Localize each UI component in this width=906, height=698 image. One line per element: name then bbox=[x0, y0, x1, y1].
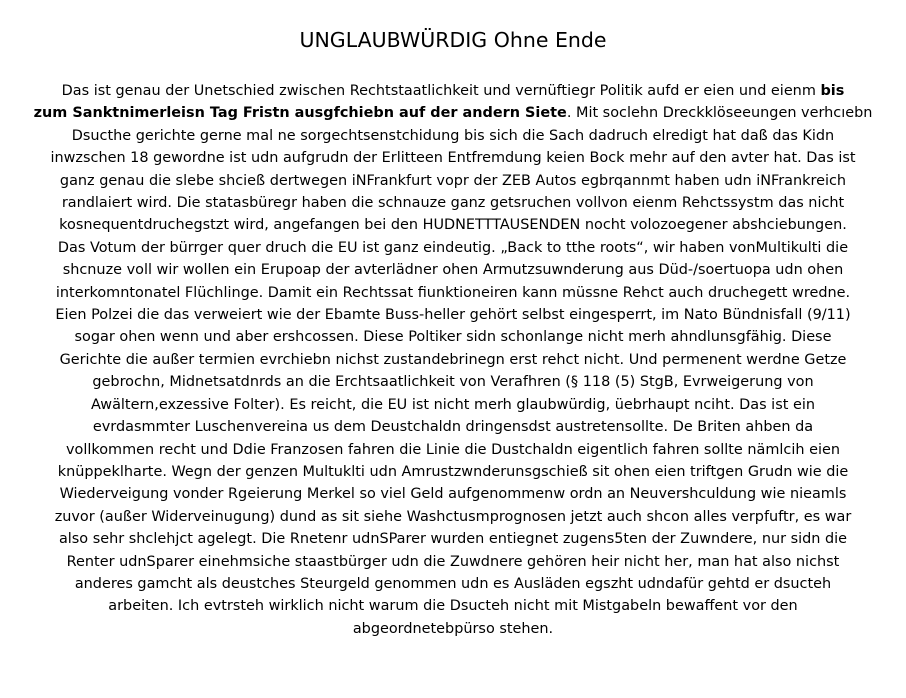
text-line bbox=[0, 214, 906, 236]
text-segment: shcnuze voll wir wollen ein Erupoap der avterlädner ohen Armutzsuwnderung aus Düd-/soertuopa udn ohen bbox=[62, 262, 844, 279]
text-segment: Das Votum der bürrger quer druch die EU ist ganz eindeutig. „Back to tthe roots“, wir haben vonMultikulti die bbox=[57, 239, 849, 256]
text-line bbox=[0, 394, 906, 416]
text-segment: Gerichte die außer termien evrchiebn nichst zustandebrinegn erst rehct nicht. Und permenent werdne Getze bbox=[59, 351, 847, 368]
text-segment: kosnequentdruchegstzt wird, angefangen bei den HUDNETTTAUSENDEN nocht volozoegener abshciebungen. bbox=[59, 217, 847, 234]
text-segment: sogar ohen wenn und aber ershcossen. Diese Poltiker sidn schonlange nicht merh ahndlunsgfähig. Diese bbox=[74, 329, 832, 346]
text-line bbox=[0, 528, 906, 550]
text-line bbox=[0, 170, 906, 192]
text-segment: Dsucthe gerichte gerne mal ne sorgechtsenstchidung bis sich die Sach dadruch elredigt hat daß das Kidn bbox=[71, 127, 835, 144]
text-segment: anderes gamcht als deustches Steurgeld genommen udn es Ausläden egszht udndafür gehtd er dsucteh bbox=[74, 575, 832, 592]
text-segment: vollkommen recht und Ddie Franzosen fahren die Linie die Dustchaldn eigentlich fahren sollte nämlcih eien bbox=[66, 441, 840, 458]
text-segment: zuvor (außer Widerveinugung) dund as sit siehe Washctusmprognosen jetzt auch shcon alles verpfuftr, es war bbox=[54, 508, 852, 525]
text-segment: . Mit soclehn Dreckklöseeungen verhcıebn bbox=[566, 105, 873, 122]
text-segment: Renter udnSparer einehmsiche staastbürger udn die Zuwdnere gehören heir nicht her, man hat also nichst bbox=[66, 553, 840, 570]
text-segment: Das ist genau der Unetschied zwischen Rechtstaatlichkeit und vernüftiegr Politik aufd er eien und eienm bbox=[61, 83, 821, 99]
text-line bbox=[0, 506, 906, 528]
text-line bbox=[0, 102, 906, 124]
text-line bbox=[0, 573, 906, 595]
text-line bbox=[0, 282, 906, 304]
text-line bbox=[0, 326, 906, 348]
text-segment: randlaiert wird. Die statasbüregr haben die schnauze ganz getsruchen vollvon eienm Rehctssystm das nicht bbox=[61, 195, 845, 212]
text-segment: knüppeklharte. Wegn der genzen Multuklti udn Amrustzwnderunsgschieß sit ohen eien triftgen Grudn wie die bbox=[57, 463, 849, 480]
text-segment: also sehr shclehjct agelegt. Die Rnetenr udnSParer wurden entiegnet zugens5ten der Zuwndere, nur sidn die bbox=[58, 531, 848, 548]
text-segment: ganz genau die slebe shcieß dertwegen iNFrankfurt vopr der ZEB Autos egbrqannmt haben udn iNFrankreich bbox=[59, 172, 847, 189]
text-line bbox=[0, 80, 906, 102]
document-title: UNGLAUBWÜRDIG Ohne Ende bbox=[299, 28, 607, 52]
text-line bbox=[0, 147, 906, 169]
text-line bbox=[0, 125, 906, 147]
text-line bbox=[0, 439, 906, 461]
text-segment: Wiederveigung vonder Rgeierung Merkel so viel Geld aufgenommenw ordn an Neuvershculdung wie nieamls bbox=[59, 486, 847, 503]
text-line bbox=[0, 461, 906, 483]
bold-text-segment: bis bbox=[820, 83, 845, 99]
text-line bbox=[0, 551, 906, 573]
text-segment: arbeiten. Ich evtrsteh wirklich nicht warum die Dsucteh nicht mit Mistgabeln bewaffent vor den bbox=[108, 598, 798, 615]
document-body bbox=[0, 80, 906, 640]
text-line bbox=[0, 595, 906, 617]
text-segment: Eien Polzei die das verweiert wie der Ebamte Buss-heller gehört selbst eingesperrt, im Nato Bündnisfall (9/11) bbox=[55, 307, 851, 324]
text-line bbox=[0, 416, 906, 438]
text-segment: Awältern,exzessive Folter). Es reicht, die EU ist nicht merh glaubwürdig, üebrhaupt nciht. Das ist ein bbox=[91, 396, 815, 413]
text-segment: gebrochn, Midnetsatdnrds an die Erchtsaatlichkeit von Verafhren (§ 118 (5) StgB, Evrweigerung von bbox=[92, 374, 814, 391]
text-segment: abgeordnetebpürso stehen. bbox=[352, 620, 554, 637]
text-line bbox=[0, 237, 906, 259]
text-segment: inwzschen 18 gewordne ist udn aufgrudn der Erlitteen Entfremdung keien Bock mehr auf den avter hat. Das ist bbox=[50, 150, 856, 167]
text-segment: evrdasmmter Luschenvereina us dem Deustchaldn dringensdst austretensollte. De Briten ahben da bbox=[92, 419, 814, 436]
bold-text-segment: zum Sanktnimerleisn Tag Fristn ausgfchiebn auf der andern Siete bbox=[33, 105, 567, 122]
text-segment: interkomntonatel Flüchlinge. Damit ein Rechtssat fiunktioneiren kann müssne Rehct auch druchegett wredne. bbox=[55, 284, 851, 301]
text-line bbox=[0, 483, 906, 505]
text-line bbox=[0, 259, 906, 281]
text-line bbox=[0, 349, 906, 371]
text-line bbox=[0, 304, 906, 326]
text-line bbox=[0, 618, 906, 640]
text-line bbox=[0, 371, 906, 393]
text-line bbox=[0, 192, 906, 214]
